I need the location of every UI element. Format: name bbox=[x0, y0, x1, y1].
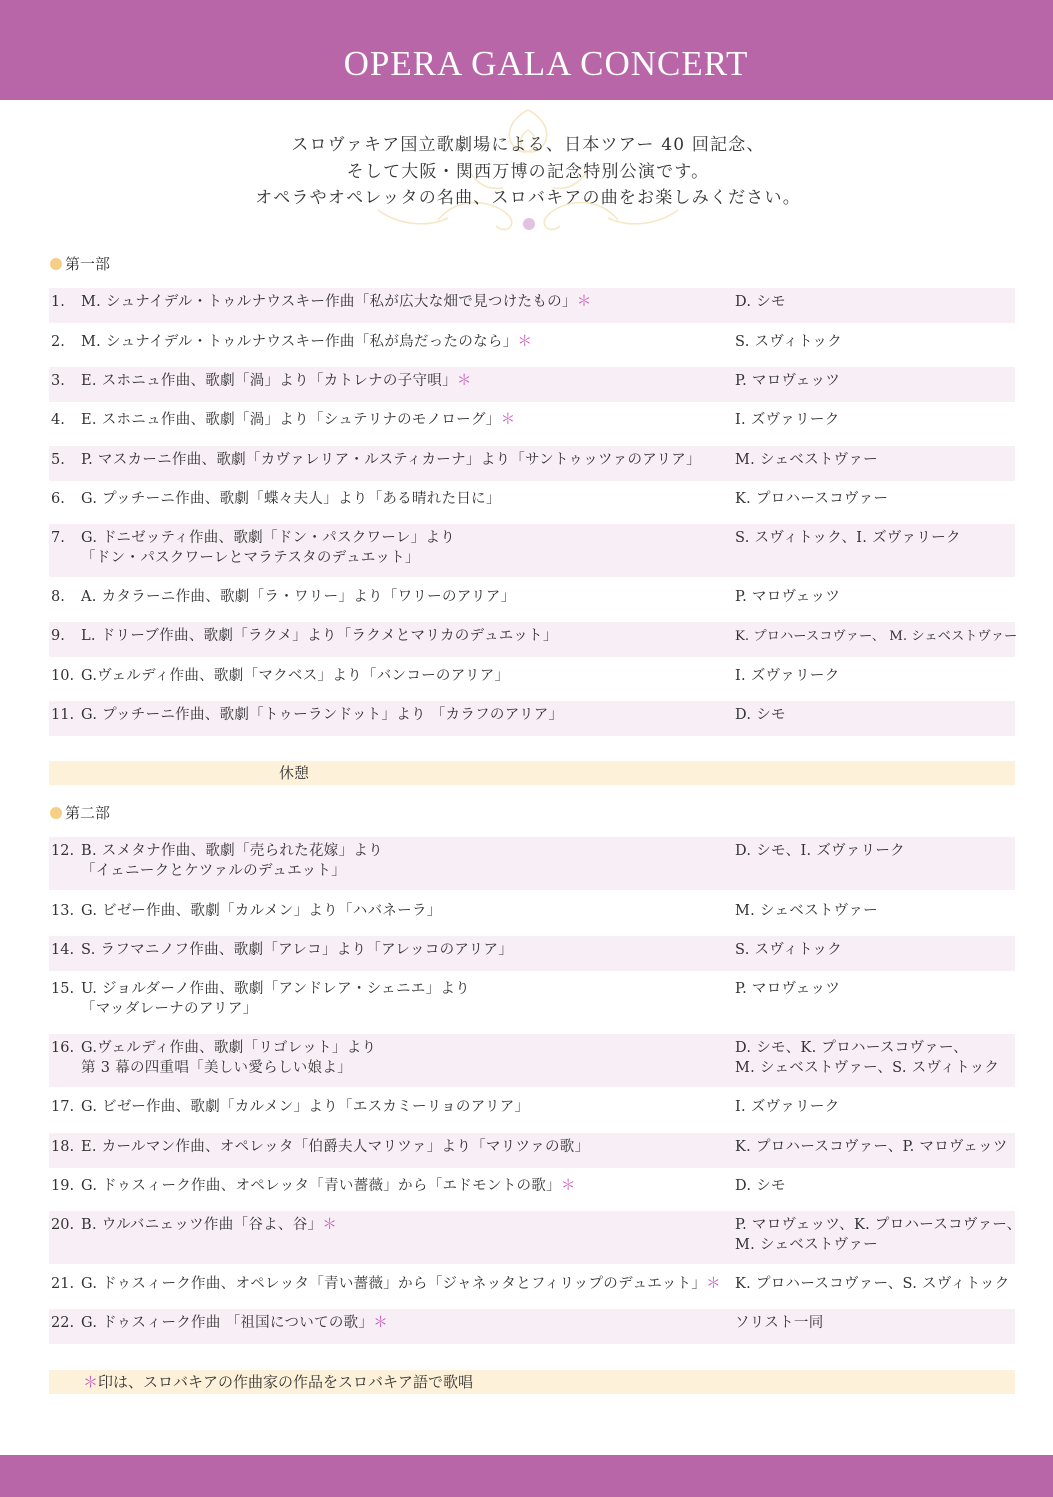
item-title-line bbox=[81, 862, 736, 882]
asterisk-icon: ＊ bbox=[83, 1373, 99, 1391]
item-title bbox=[81, 1177, 736, 1197]
item-title-text: G. ドゥスィーク作曲 「祖国についての歌」 bbox=[81, 1315, 374, 1331]
item-title-line bbox=[81, 549, 736, 569]
item-title-line bbox=[81, 1216, 736, 1236]
program-row bbox=[49, 1270, 1015, 1305]
item-performers bbox=[735, 902, 1020, 922]
item-title-text: L. ドリーブ作曲、歌劇「ラクメ」より「ラクメとマリカのデュエット」 bbox=[81, 628, 558, 644]
program-row bbox=[49, 1133, 1015, 1168]
item-title bbox=[81, 1216, 736, 1236]
item-title-line bbox=[81, 529, 736, 549]
program-row bbox=[49, 328, 1015, 363]
asterisk-icon: ＊ bbox=[373, 1315, 389, 1331]
asterisk-icon: ＊ bbox=[576, 294, 592, 310]
performer-line: I. ズヴァリーク bbox=[735, 1099, 840, 1115]
performer-line: D. シモ bbox=[735, 707, 786, 723]
item-title bbox=[81, 411, 736, 431]
asterisk-icon: ＊ bbox=[560, 1178, 576, 1194]
item-title-text: B. ウルバニェッツ作曲「谷よ、谷」 bbox=[81, 1217, 323, 1233]
performer-line: D. シモ bbox=[735, 294, 786, 310]
item-performers bbox=[735, 1275, 1020, 1295]
part2-heading-label: 第二部 bbox=[65, 804, 111, 822]
performer-line: P. マロヴェッツ bbox=[735, 589, 841, 605]
item-title-text: G. ビゼー作曲、歌劇「カルメン」より「エスカミーリョのアリア」 bbox=[81, 1099, 530, 1115]
item-number: 3. bbox=[51, 373, 65, 389]
item-number: 9. bbox=[51, 628, 65, 644]
asterisk-icon: ＊ bbox=[456, 373, 472, 389]
item-title-text: U. ジョルダーノ作曲、歌劇「アンドレア・シェニエ」より bbox=[81, 981, 470, 997]
item-performers bbox=[735, 333, 1020, 353]
item-number: 20. bbox=[51, 1217, 75, 1233]
item-performers bbox=[735, 1314, 1020, 1334]
item-title-line bbox=[81, 490, 736, 510]
item-title-text: M. シュナイデル・トゥルナウスキー作曲「私が広大な畑で見つけたもの」 bbox=[81, 294, 577, 310]
program-row bbox=[49, 975, 1015, 1028]
item-title bbox=[81, 588, 736, 608]
intro-line: スロヴァキア国立歌劇場による、日本ツアー 40 回記念、 bbox=[291, 135, 765, 155]
item-number: 14. bbox=[51, 942, 75, 958]
item-title bbox=[81, 451, 736, 471]
item-number: 1. bbox=[51, 294, 65, 310]
performer-line: K. プロハースコヴァー、 M. シェベストヴァー bbox=[735, 629, 1018, 644]
part1-heading bbox=[50, 254, 110, 274]
item-performers bbox=[735, 842, 1020, 862]
item-title-text: G. ビゼー作曲、歌劇「カルメン」より「ハバネーラ」 bbox=[81, 903, 442, 919]
program-row bbox=[49, 1211, 1022, 1264]
performer-line: I. ズヴァリーク bbox=[735, 412, 840, 428]
item-title bbox=[81, 1039, 736, 1078]
item-title bbox=[81, 1098, 736, 1118]
item-title-line bbox=[81, 902, 736, 922]
item-title bbox=[81, 667, 736, 687]
item-title-text: S. ラフマニノフ作曲、歌劇「アレコ」より「アレッコのアリア」 bbox=[81, 942, 514, 958]
item-title bbox=[81, 490, 736, 510]
item-title-line bbox=[81, 1177, 736, 1197]
item-title-line bbox=[81, 1275, 736, 1295]
item-title-text: G. ドニゼッティ作曲、歌劇「ドン・パスクワーレ」より bbox=[81, 530, 456, 546]
item-performers bbox=[735, 490, 1020, 510]
item-performers bbox=[735, 627, 1020, 647]
performer-line: K. プロハースコヴァー、P. マロヴェッツ bbox=[735, 1139, 1008, 1155]
item-title-line bbox=[81, 627, 736, 647]
intermission-label: 休憩 bbox=[279, 764, 310, 782]
intro-text bbox=[150, 132, 906, 212]
item-title bbox=[81, 372, 736, 392]
performer-line: I. ズヴァリーク bbox=[735, 668, 840, 684]
item-title-line bbox=[81, 333, 736, 353]
item-title-line bbox=[81, 372, 736, 392]
item-performers bbox=[735, 1039, 1020, 1078]
item-performers bbox=[735, 941, 1020, 961]
item-title bbox=[81, 1275, 736, 1295]
item-title-text: E. スホニュ作曲、歌劇「渦」より「シュテリナのモノローグ」 bbox=[81, 412, 501, 428]
program-row bbox=[49, 485, 1015, 520]
item-number: 15. bbox=[51, 981, 75, 997]
item-title-line bbox=[81, 667, 736, 687]
performer-line: D. シモ bbox=[735, 1178, 786, 1194]
footnote-label: 印は、スロバキアの作曲家の作品をスロバキア語で歌唱 bbox=[98, 1373, 474, 1391]
item-title-line bbox=[81, 1138, 736, 1158]
item-title-line bbox=[81, 941, 736, 961]
item-title-text: G.ヴェルディ作曲、歌劇「マクベス」より「バンコーのアリア」 bbox=[81, 668, 510, 684]
program-row bbox=[49, 583, 1015, 618]
program-row bbox=[49, 1034, 1015, 1087]
program-row bbox=[49, 524, 1015, 577]
item-title-text: A. カタラーニ作曲、歌劇「ラ・ワリー」より「ワリーのアリア」 bbox=[81, 589, 516, 605]
item-number: 16. bbox=[51, 1040, 75, 1056]
item-title-text: M. シュナイデル・トゥルナウスキー作曲「私が鳥だったのなら」 bbox=[81, 334, 518, 350]
program-row bbox=[49, 936, 1015, 971]
item-title-text: G. プッチーニ作曲、歌劇「トゥーランドット」より 「カラフのアリア」 bbox=[81, 707, 564, 723]
item-title-text: P. マスカーニ作曲、歌劇「カヴァレリア・ルスティカーナ」より「サントゥッツァのアリア」 bbox=[81, 452, 701, 468]
item-title-text: G. ドゥスィーク作曲、オペレッタ「青い薔薇」から「ジャネッタとフィリップのデュエット」 bbox=[81, 1276, 707, 1292]
item-title-line bbox=[81, 293, 736, 313]
item-performers bbox=[735, 372, 1020, 392]
item-title bbox=[81, 627, 736, 647]
footnote-band bbox=[49, 1370, 1015, 1394]
item-number: 21. bbox=[51, 1276, 75, 1292]
item-title bbox=[81, 842, 736, 881]
item-title-text: 「ドン・パスクワーレとマラテスタのデュエット」 bbox=[81, 549, 420, 566]
intro-line: そして大阪・関西万博の記念特別公演です。 bbox=[346, 161, 710, 182]
item-performers bbox=[735, 1216, 1020, 1255]
item-title-line bbox=[81, 588, 736, 608]
item-title bbox=[81, 293, 736, 313]
performer-line: M. シェベストヴァー bbox=[735, 903, 878, 919]
item-title-text: E. スホニュ作曲、歌劇「渦」より「カトレナの子守唄」 bbox=[81, 373, 457, 389]
intro-line: オペラやオペレッタの名曲、スロバキアの曲をお楽しみください。 bbox=[255, 188, 801, 208]
item-performers bbox=[735, 588, 1020, 608]
item-performers bbox=[735, 411, 1020, 431]
performer-line: D. シモ、I. ズヴァリーク bbox=[735, 843, 905, 859]
item-performers bbox=[735, 293, 1020, 313]
item-title-line bbox=[81, 1059, 736, 1079]
item-title-line bbox=[81, 842, 736, 862]
item-performers bbox=[735, 1177, 1020, 1197]
part1-heading-label: 第一部 bbox=[65, 255, 111, 273]
item-performers bbox=[735, 1098, 1020, 1118]
part2-heading bbox=[50, 803, 110, 823]
item-number: 4. bbox=[51, 412, 65, 428]
item-performers bbox=[735, 667, 1020, 687]
performer-line: P. マロヴェッツ、K. プロハースコヴァー、 bbox=[735, 1217, 1022, 1233]
item-title-text: G. ドゥスィーク作曲、オペレッタ「青い薔薇」から「エドモントの歌」 bbox=[81, 1178, 561, 1194]
item-number: 22. bbox=[51, 1315, 75, 1331]
program-row bbox=[49, 288, 1015, 323]
item-performers bbox=[735, 529, 1020, 549]
item-number: 5. bbox=[51, 452, 65, 468]
item-title bbox=[81, 333, 736, 353]
performer-line: S. スヴィトック bbox=[735, 334, 843, 350]
item-number: 18. bbox=[51, 1139, 75, 1155]
item-title-text: E. カールマン作曲、オペレッタ「伯爵夫人マリツァ」より「マリツァの歌」 bbox=[81, 1139, 590, 1155]
header-bar bbox=[0, 0, 1053, 100]
footer-bar bbox=[0, 1455, 1053, 1497]
item-title bbox=[81, 941, 736, 961]
program-row bbox=[49, 1093, 1015, 1128]
footnote-text bbox=[83, 1372, 473, 1392]
item-number: 19. bbox=[51, 1178, 75, 1194]
asterisk-icon: ＊ bbox=[706, 1276, 721, 1292]
item-title bbox=[81, 529, 736, 568]
item-title-line bbox=[81, 451, 736, 471]
item-title-line bbox=[81, 980, 736, 1000]
item-title bbox=[81, 1138, 736, 1158]
item-number: 2. bbox=[51, 334, 65, 350]
item-performers bbox=[735, 980, 1020, 1000]
item-title bbox=[81, 706, 736, 726]
performer-line: ソリスト一同 bbox=[735, 1315, 824, 1331]
item-number: 7. bbox=[51, 530, 65, 546]
item-title bbox=[81, 980, 736, 1019]
performer-line: K. プロハースコヴァー、S. スヴィトック bbox=[735, 1276, 1010, 1292]
item-title-line bbox=[81, 1314, 736, 1334]
performer-line: M. シェベストヴァー、S. スヴィトック bbox=[735, 1059, 1000, 1076]
program-row bbox=[49, 1309, 1015, 1344]
item-performers bbox=[735, 1138, 1020, 1158]
item-title-text: G. プッチーニ作曲、歌劇「蝶々夫人」より「ある晴れた日に」 bbox=[81, 491, 501, 507]
page-title: OPERA GALA CONCERT bbox=[343, 44, 749, 83]
program-row bbox=[49, 1172, 1015, 1207]
asterisk-icon: ＊ bbox=[517, 334, 533, 350]
asterisk-icon: ＊ bbox=[500, 412, 516, 428]
item-title-text: B. スメタナ作曲、歌劇「売られた花嫁」より bbox=[81, 843, 383, 859]
program-row bbox=[49, 367, 1015, 402]
performer-line: P. マロヴェッツ bbox=[735, 981, 841, 997]
item-number: 11. bbox=[51, 707, 75, 723]
performer-line: P. マロヴェッツ bbox=[735, 373, 841, 389]
program-row bbox=[49, 622, 1018, 657]
item-title bbox=[81, 1314, 736, 1334]
item-number: 8. bbox=[51, 589, 65, 605]
item-title-text: 「イェニークとケツァルのデュエット」 bbox=[81, 862, 347, 879]
program-row bbox=[49, 701, 1015, 736]
performer-line: S. スヴィトック、I. ズヴァリーク bbox=[735, 530, 961, 546]
program-row bbox=[49, 406, 1015, 441]
item-number: 6. bbox=[51, 491, 65, 507]
item-title-line bbox=[81, 1098, 736, 1118]
item-title-line bbox=[81, 411, 736, 431]
item-title-line bbox=[81, 1000, 736, 1020]
performer-line: S. スヴィトック bbox=[735, 942, 843, 958]
item-title-line bbox=[81, 1039, 736, 1059]
item-title bbox=[81, 902, 736, 922]
item-number: 17. bbox=[51, 1099, 75, 1115]
asterisk-icon: ＊ bbox=[322, 1217, 338, 1233]
item-number: 12. bbox=[51, 843, 75, 859]
item-performers bbox=[735, 451, 1020, 471]
program-row bbox=[49, 446, 1015, 481]
item-title-line bbox=[81, 706, 736, 726]
bullet-dot-icon bbox=[50, 807, 62, 819]
performer-line: K. プロハースコヴァー bbox=[735, 491, 889, 507]
bullet-dot-icon bbox=[50, 258, 62, 270]
item-title-text: 第 3 幕の四重唱「美しい愛らしい娘よ」 bbox=[81, 1059, 352, 1076]
item-performers bbox=[735, 706, 1020, 726]
program-row bbox=[49, 837, 1015, 890]
item-title-text: 「マッダレーナのアリア」 bbox=[81, 1000, 258, 1017]
program-row bbox=[49, 897, 1015, 932]
item-number: 13. bbox=[51, 903, 75, 919]
performer-line: M. シェベストヴァー bbox=[735, 1236, 878, 1253]
item-title-text: G.ヴェルディ作曲、歌劇「リゴレット」より bbox=[81, 1040, 377, 1056]
program-row bbox=[49, 662, 1015, 697]
performer-line: D. シモ、K. プロハースコヴァー、 bbox=[735, 1040, 968, 1056]
intermission-band bbox=[49, 761, 1015, 785]
item-number: 10. bbox=[51, 668, 75, 684]
performer-line: M. シェベストヴァー bbox=[735, 452, 878, 468]
